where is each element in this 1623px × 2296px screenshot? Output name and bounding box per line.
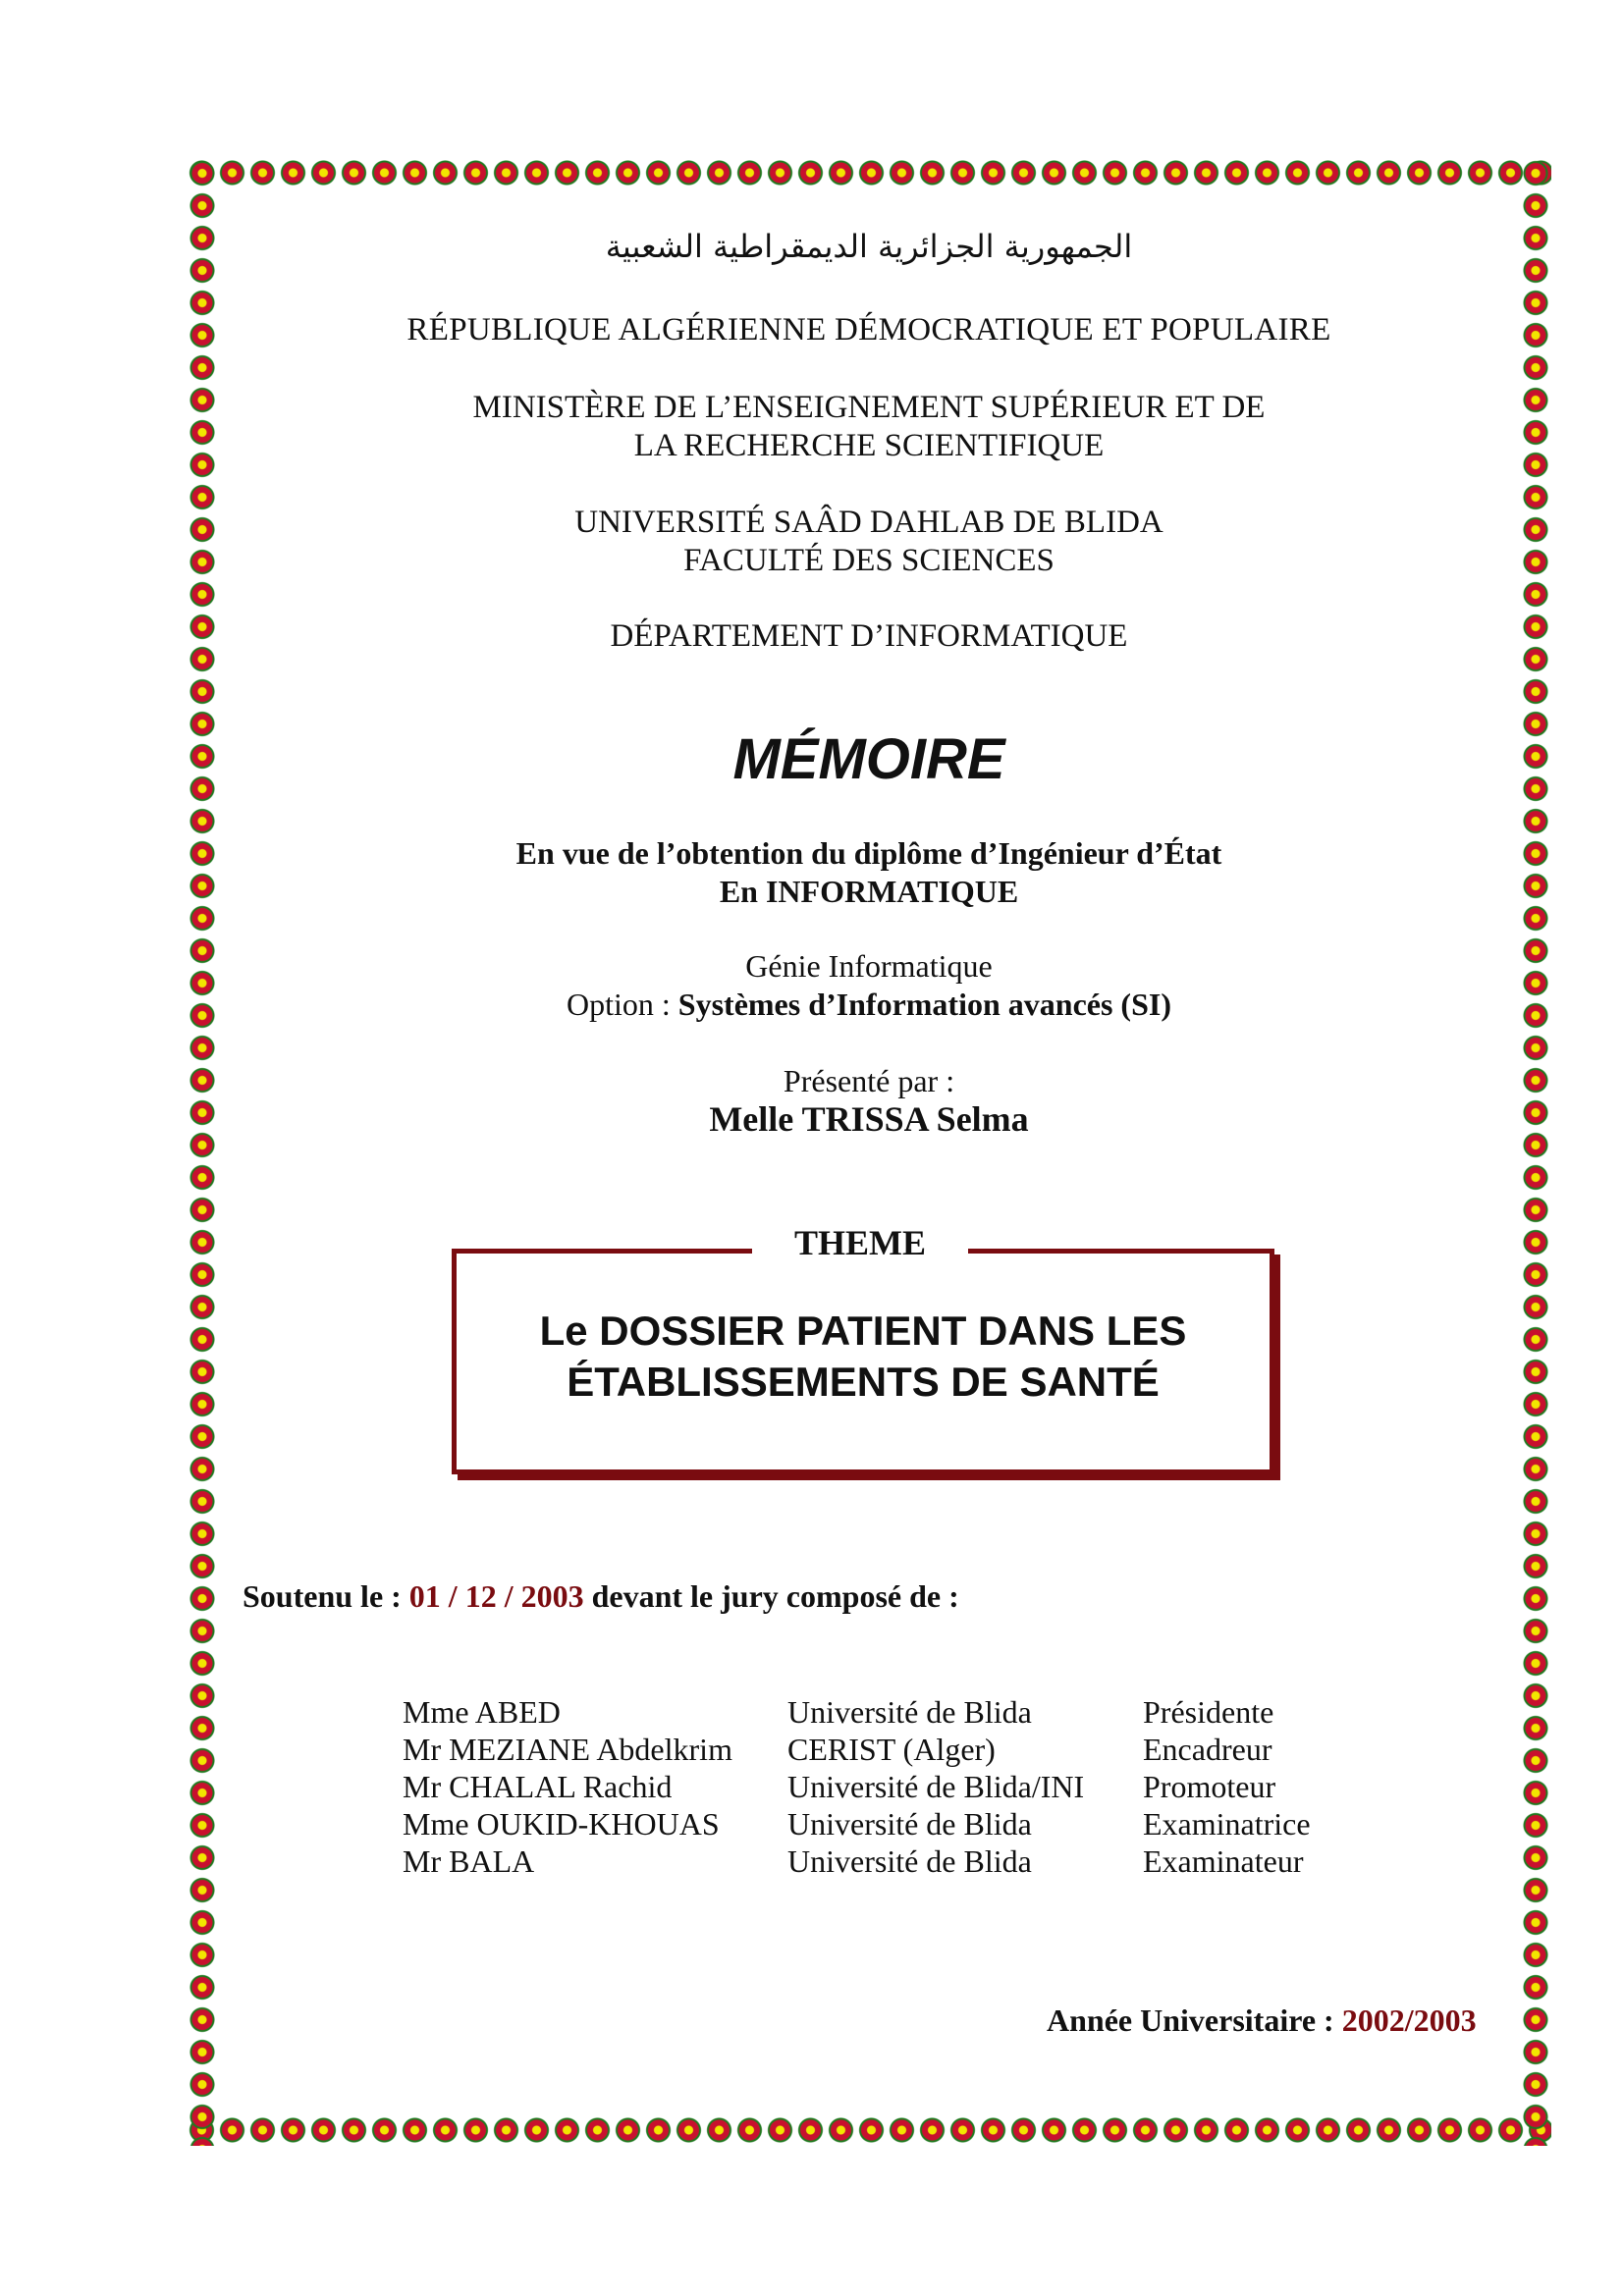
university-line-2: FACULTÉ DES SCIENCES — [683, 543, 1055, 578]
defense-prefix: Soutenu le : — [243, 1578, 409, 1614]
jury-member-name: Mr BALA — [403, 1843, 535, 1879]
presented-by-label: Présenté par : — [783, 1063, 955, 1098]
jury-member-institution: Université de Blida — [787, 1806, 1032, 1842]
jury-row — [403, 1693, 1359, 1731]
jury-row — [403, 1842, 1359, 1880]
theme-title — [457, 1306, 1270, 1408]
jury-member-name: Mr CHALAL Rachid — [403, 1769, 673, 1804]
flower-border-top — [187, 157, 1551, 188]
option-value: Systèmes d’Information avancés (SI) — [677, 987, 1171, 1022]
university-line-1: UNIVERSITÉ SAÂD DAHLAB DE BLIDA — [574, 505, 1163, 540]
university-heading — [236, 504, 1502, 580]
jury-row — [403, 1768, 1359, 1805]
jury-member-institution: Université de Blida/INI — [787, 1769, 1085, 1804]
speciality: Génie Informatique — [745, 948, 993, 984]
jury-member-role: Présidente — [1143, 1694, 1274, 1730]
theme-title-line-1: Le DOSSIER PATIENT DANS LES — [539, 1308, 1187, 1354]
speciality-block — [236, 947, 1502, 1024]
academic-year-label: Année Universitaire : — [1047, 2002, 1342, 2038]
arabic-republic-heading: الجمهورية الجزائرية الديمقراطية الشعبية — [605, 228, 1133, 265]
jury-member-role: Promoteur — [1143, 1769, 1276, 1804]
theme-label: THEME — [752, 1222, 968, 1263]
jury-row — [403, 1731, 1359, 1768]
jury-row — [403, 1805, 1359, 1842]
memoire-title: MÉMOIRE — [732, 727, 1005, 791]
diploma-line-2: En INFORMATIQUE — [719, 874, 1019, 909]
diploma-line-1: En vue de l’obtention du diplôme d’Ingénieur d’État — [515, 835, 1222, 871]
theme-title-line-2: ÉTABLISSEMENTS DE SANTÉ — [567, 1359, 1160, 1405]
jury-member-name: Mr MEZIANE Abdelkrim — [403, 1732, 732, 1767]
defense-date: 01 / 12 / 2003 — [408, 1578, 584, 1614]
jury-member-institution: CERIST (Alger) — [787, 1732, 996, 1767]
option-label: Option : — [567, 987, 678, 1022]
author-name: Melle TRISSA Selma — [709, 1099, 1029, 1139]
academic-year — [1047, 2002, 1477, 2039]
academic-year-value: 2002/2003 — [1341, 2002, 1477, 2038]
ministry-line-1: MINISTÈRE DE L’ENSEIGNEMENT SUPÉRIEUR ET DE — [472, 390, 1266, 425]
diploma-purpose — [236, 834, 1502, 911]
jury-member-name: Mme OUKID-KHOUAS — [403, 1806, 720, 1842]
flower-border-right — [1520, 157, 1551, 2146]
presented-by-block — [236, 1062, 1502, 1139]
flower-border-bottom — [187, 2114, 1551, 2146]
department-heading: DÉPARTEMENT D’INFORMATIQUE — [610, 618, 1128, 654]
ministry-line-2: LA RECHERCHE SCIENTIFIQUE — [633, 428, 1105, 463]
jury-member-role: Examinateur — [1143, 1843, 1304, 1879]
flower-border-left — [187, 157, 218, 2146]
jury-member-role: Examinatrice — [1143, 1806, 1311, 1842]
jury-member-name: Mme ABED — [403, 1694, 561, 1730]
jury-member-institution: Université de Blida — [787, 1694, 1032, 1730]
defense-line — [243, 1578, 959, 1615]
republic-heading: RÉPUBLIQUE ALGÉRIENNE DÉMOCRATIQUE ET POPULAIRE — [406, 312, 1331, 347]
jury-member-institution: Université de Blida — [787, 1843, 1032, 1879]
jury-table — [403, 1693, 1359, 1880]
defense-suffix: devant le jury composé de : — [583, 1578, 959, 1614]
option-line — [236, 986, 1502, 1024]
ministry-heading — [236, 389, 1502, 465]
jury-member-role: Encadreur — [1143, 1732, 1272, 1767]
